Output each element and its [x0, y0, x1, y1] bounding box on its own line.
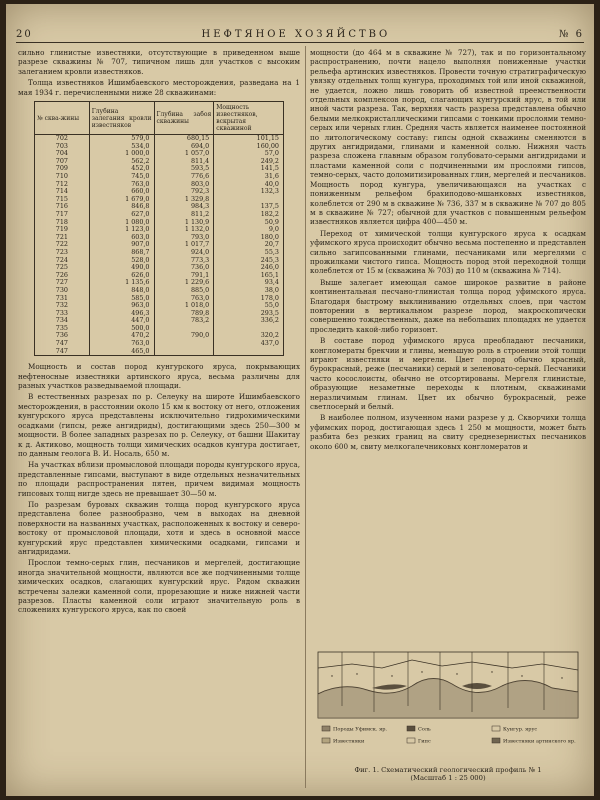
table-cell: 763,0 [89, 181, 154, 189]
table-cell: 735 [35, 325, 90, 333]
table-cell: 9,0 [214, 226, 284, 234]
table-cell: 724 [35, 257, 90, 265]
table-cell: 734 [35, 317, 90, 325]
table-cell: 792,3 [154, 188, 214, 196]
table-header-row [35, 102, 284, 135]
table-cell: 702 [35, 135, 90, 143]
table-cell: 763,0 [89, 340, 154, 348]
table-cell [214, 348, 284, 356]
table-cell: 55,3 [214, 249, 284, 257]
table-cell: 1 123,0 [89, 226, 154, 234]
table-row [35, 188, 284, 196]
table-cell: 178,0 [214, 295, 284, 303]
table-cell: 703 [35, 143, 90, 151]
page-number: 20 [16, 28, 33, 40]
body-paragraph: В естественных разрезах по р. Селеуку на широте Ишимбаевского месторождения, в расстоянии около 15 км к востоку от него, отложения кунгурского яруса представлены исключительно гидрохимическими осадками (гипсы, реже ангидриды), достигающими здесь 250—300 м мощности. В более западных разрезах по р. Селеуку, от башни Шакитау к д. Актиково, мощность толщи химических осадков кунгура достигает, по данным геолога В. И. Носаль, 650 м. [18, 392, 300, 458]
table-cell: 963,0 [89, 302, 154, 310]
legend-label: Известняки артинского яр. [503, 738, 576, 745]
table-row [35, 173, 284, 181]
table-cell: 132,3 [214, 188, 284, 196]
table-cell: 680,15 [154, 135, 214, 143]
table-row [35, 295, 284, 303]
table-row [35, 241, 284, 249]
table-row [35, 203, 284, 211]
body-paragraph: Выше залегает имеющая самое широкое развитие в районе континентальная песчано-глинистая толща пород уфимского яруса. Благодаря быстрому выклиниванию отдельных слоев, при частом повторении в вертикальном разрезе пород, макроскопически совершенно тождественных, даже на небольших площадях не удается проследить какой-либо горизонт. [310, 277, 586, 334]
wells-table [34, 101, 284, 356]
table-cell: 773,3 [154, 257, 214, 265]
table-cell: 57,0 [214, 150, 284, 158]
table-row [35, 150, 284, 158]
column-separator [305, 46, 306, 788]
table-row [35, 165, 284, 173]
table-cell: 719 [35, 226, 90, 234]
table-cell: 55,0 [214, 302, 284, 310]
caption-scale: (Масштаб 1 : 25 000) [410, 774, 486, 782]
table-cell: 93,4 [214, 279, 284, 287]
table-cell: 726 [35, 272, 90, 280]
table-cell: 101,15 [214, 135, 284, 143]
table-cell: 585,0 [89, 295, 154, 303]
table-cell: 846,8 [89, 203, 154, 211]
table-cell: 245,3 [214, 257, 284, 265]
table-cell: 745,0 [89, 173, 154, 181]
table-cell: 736 [35, 332, 90, 340]
page-header [16, 26, 584, 42]
table-cell: 868,7 [89, 249, 154, 257]
body-paragraph: По разрезам буровых скважин толща пород кунгурского яруса представлена более разнообразно, чем в выходах на дневной поверхности на названных участках, расположенных к востоку и северо-востоку от промысловой площади, хотя и здесь в основной массе кунгурский ярус представлен химическими осадками, гипсами и ангидридами. [18, 499, 300, 556]
profile-drawing [312, 646, 584, 756]
table-cell: 763,0 [154, 295, 214, 303]
table-row [35, 143, 284, 151]
right-column [310, 48, 586, 453]
table-cell: 490,0 [89, 264, 154, 272]
table-cell [154, 340, 214, 348]
table-cell: 437,0 [214, 340, 284, 348]
body-paragraph: Переход от химической толщи кунгурского яруса к осадкам уфимского яруса происходит обычно весьма постепенно и представлен сильно загипсованными глинами, песчаниками или мергелями с прожилками чистого гипса. Мощность пород этой переходной толщи колеблется от 15 м (скважина № 703) до 110 м (скважина № 714). [310, 228, 586, 276]
table-cell: 165,1 [214, 272, 284, 280]
body-paragraph: На участках вблизи промысловой площади породы кунгурского яруса, представленные гипсами, выступают в виде отдельных незначительных по площади распространения пятен, причем видимая мощность гипсовых толщ нигде здесь не превышает 30—50 м. [18, 460, 300, 498]
table-cell: 500,0 [89, 325, 154, 333]
legend-label: Известняки [333, 738, 365, 745]
table-cell: 747 [35, 348, 90, 356]
table-cell: 447,0 [89, 317, 154, 325]
table-cell: 721 [35, 234, 90, 242]
journal-page [6, 4, 594, 796]
table-header: Глубина залегания кровли известняков [89, 102, 154, 135]
table-cell: 249,2 [214, 158, 284, 166]
table-cell: 1 000,0 [89, 150, 154, 158]
table-cell: 40,0 [214, 181, 284, 189]
table-cell: 1 018,0 [154, 302, 214, 310]
table-cell: 704 [35, 150, 90, 158]
table-row [35, 310, 284, 318]
table-cell: 1 135,6 [89, 279, 154, 287]
table-row [35, 249, 284, 257]
table-cell: 534,0 [89, 143, 154, 151]
table-cell: 1 132,0 [154, 226, 214, 234]
table-header: Мощность известняков, вскрытая скважиной [214, 102, 284, 135]
body-paragraph: В наиболее полном, изученном нами разрезе у д. Скворчихи толща уфимских пород, достигающая здесь 1 250 м мощности, может быть разбита без резких границ на свиту среднезернистых песчаников около 600 м, свиту мелкогалечниковых конгломератов и [310, 413, 586, 451]
geological-profile-figure [312, 646, 584, 766]
table-row [35, 234, 284, 242]
table-cell: 496,3 [89, 310, 154, 318]
table-cell: 470,2 [89, 332, 154, 340]
table-row [35, 135, 284, 143]
table-header: Глубина забоя скважины [154, 102, 214, 135]
table-row [35, 279, 284, 287]
table-cell: 20,7 [214, 241, 284, 249]
table-cell: 790,0 [154, 332, 214, 340]
table-cell: 452,0 [89, 165, 154, 173]
table-cell: 725 [35, 264, 90, 272]
table-row [35, 226, 284, 234]
table-cell: 789,8 [154, 310, 214, 318]
table-cell: 465,0 [89, 348, 154, 356]
body-paragraph: мощности (до 464 м в скважине № 727), так и по горизонтальному распространению, почти нацело выполняя пониженные участки рельефа артинских известняков. Провести точную стратиграфическую увязку отдельных толщ кунгура, проходимых той или иной скважиной, не удается, ложно лишь говорить об известной преемственности отдельных комплексов пород, слагающих кунгурский ярус, в той или иной части разреза. Так, верхняя часть разреза представлена обычно белыми мелкокристаллическими гипсами с тонкими прослоями темно-серых или черных глин. Средняя часть является наименее постоянной по литологическому составу: гипсы одной скважины сменяются в других ангидридами, глинами и каменной солью. Нижняя часть разреза сложена главным образом голубовато-серыми ангидридами и пластами каменной соли с подчиненными им прослоями гипсов, темно-серых, часто доломитизированных глин, мергелей и песчаников. Мощность пород кунгура, увеличивающаяся на участках с пониженным рельефом брахиподово-мшанковых известняков, колеблется от 290 м в скважине № 736, 337 м в скважине № 707 до 805 м в скважине № 727; обычной для участков с повышенным рельефом известняков является цифра 400—450 м. [310, 48, 586, 227]
table-row [35, 302, 284, 310]
table-cell: 528,0 [89, 257, 154, 265]
body-paragraph: В составе пород уфимского яруса преобладают песчаники, конгломераты брекчии и глины, меньшую роль в строении этой толщи играют известняки и мергели. Цвет пород обычно красный, бурокрасный, реже (песчаники) серый и зеленовато-серый. Песчаники часто косослоисты, обычно не отсортированы. Мергеля глинистые, образующие незаметные переходы к плотным, скважинами неразличимым глинам. Цвет их обычно бурокрасный, реже светлосерый и белый. [310, 336, 586, 412]
table-cell: 924,0 [154, 249, 214, 257]
table-cell: 710 [35, 173, 90, 181]
table-cell: 885,0 [154, 287, 214, 295]
table-cell: 793,0 [154, 234, 214, 242]
table-cell: 727 [35, 279, 90, 287]
left-column [18, 48, 300, 617]
table-cell: 50,9 [214, 219, 284, 227]
right-paragraphs [310, 48, 586, 451]
table-cell: 803,0 [154, 181, 214, 189]
table-cell: 783,2 [154, 317, 214, 325]
table-cell: 747 [35, 340, 90, 348]
table-cell: 722 [35, 241, 90, 249]
table-row [35, 196, 284, 204]
figure-caption [312, 766, 584, 782]
table-cell: 182,2 [214, 211, 284, 219]
table-cell: 732 [35, 302, 90, 310]
table-cell: 811,4 [154, 158, 214, 166]
table-row [35, 158, 284, 166]
table-row [35, 211, 284, 219]
table-cell: 736,0 [154, 264, 214, 272]
table-cell: 593,5 [154, 165, 214, 173]
table-row [35, 257, 284, 265]
journal-title: НЕФТЯНОЕ ХОЗЯЙСТВО [201, 28, 391, 40]
legend-label: Породы Уфимск. яр. [333, 726, 388, 733]
table-cell: 716 [35, 203, 90, 211]
legend-label: Кунгур. ярус [503, 726, 538, 733]
table-cell: 712 [35, 181, 90, 189]
table-cell: 627,0 [89, 211, 154, 219]
table-cell: 320,2 [214, 332, 284, 340]
body-paragraph: Прослои темно-серых глин, песчаников и мергелей, достигающие иногда значительной мощности, являются все же подчиненными толще химических осадков, слагающих кунгурский ярус. Рядом скважин встречены залежи каменной соли, прорезающие и ниже нижней части разрезов. Пласты каменной соли играют значительную роль в сложениях кунгурского яруса, как по своей [18, 558, 300, 615]
table-cell: 848,0 [89, 287, 154, 295]
table-cell: 776,6 [154, 173, 214, 181]
table-row [35, 272, 284, 280]
table-row [35, 287, 284, 295]
table-cell: 1 130,9 [154, 219, 214, 227]
table-row [35, 340, 284, 348]
table-header: № сква-жины [35, 102, 90, 135]
table-cell: 246,0 [214, 264, 284, 272]
caption-title: Фиг. 1. Схематический геологический профиль № 1 [354, 766, 542, 774]
table-cell: 1 017,7 [154, 241, 214, 249]
table-row [35, 348, 284, 356]
table-cell: 38,0 [214, 287, 284, 295]
table-cell: 791,1 [154, 272, 214, 280]
table-cell: 293,5 [214, 310, 284, 318]
intro-paragraph: сильно глинистые известняки, отсутствующие в приведенном выше разрезе скважины № 707, типичном лишь для участков с высоким залеганием кровли известняков. [18, 48, 300, 76]
table-intro: Толща известняков Ишимбаевского месторождения, разведана на 1 мая 1934 г. перечисленными ниже 28 скважинами: [18, 78, 300, 97]
table-cell: 718 [35, 219, 90, 227]
table-cell: 717 [35, 211, 90, 219]
table-cell: 562,2 [89, 158, 154, 166]
table-row [35, 325, 284, 333]
table-cell: 626,0 [89, 272, 154, 280]
table-row [35, 317, 284, 325]
table-cell: 694,0 [154, 143, 214, 151]
table-cell: 1 057,0 [154, 150, 214, 158]
table-cell: 180,0 [214, 234, 284, 242]
left-paragraphs [18, 362, 300, 615]
table-cell: 160,00 [214, 143, 284, 151]
table-cell [154, 348, 214, 356]
body-paragraph: Мощность и состав пород кунгурского яруса, покрывающих нефтеносные известняки артинского яруса, весьма различны для разных участков разведываемой площади. [18, 362, 300, 391]
issue-number: № 6 [558, 28, 584, 40]
legend-label: Гипс [418, 738, 431, 745]
table-cell: 336,2 [214, 317, 284, 325]
table-row [35, 181, 284, 189]
table-cell: 733 [35, 310, 90, 318]
table-cell: 137,5 [214, 203, 284, 211]
table-cell: 715 [35, 196, 90, 204]
table-cell: 579,0 [89, 135, 154, 143]
table-cell: 730 [35, 287, 90, 295]
table-cell: 1 080,0 [89, 219, 154, 227]
table-cell: 603,0 [89, 234, 154, 242]
table-cell: 984,3 [154, 203, 214, 211]
table-cell: 141,5 [214, 165, 284, 173]
table-cell: 1 229,6 [154, 279, 214, 287]
table-cell: 660,0 [89, 188, 154, 196]
table-row [35, 219, 284, 227]
table-row [35, 264, 284, 272]
table-cell: 907,0 [89, 241, 154, 249]
table-cell: 714 [35, 188, 90, 196]
table-cell: 811,2 [154, 211, 214, 219]
header-rule [16, 42, 584, 43]
table-cell: 1 329,8 [154, 196, 214, 204]
table-body [35, 135, 284, 356]
table-cell: 731 [35, 295, 90, 303]
legend-label: Соль [418, 726, 431, 733]
table-cell: 709 [35, 165, 90, 173]
table-row [35, 332, 284, 340]
table-cell: 707 [35, 158, 90, 166]
table-cell: 1 679,0 [89, 196, 154, 204]
table-cell: 723 [35, 249, 90, 257]
table-cell: 31,6 [214, 173, 284, 181]
